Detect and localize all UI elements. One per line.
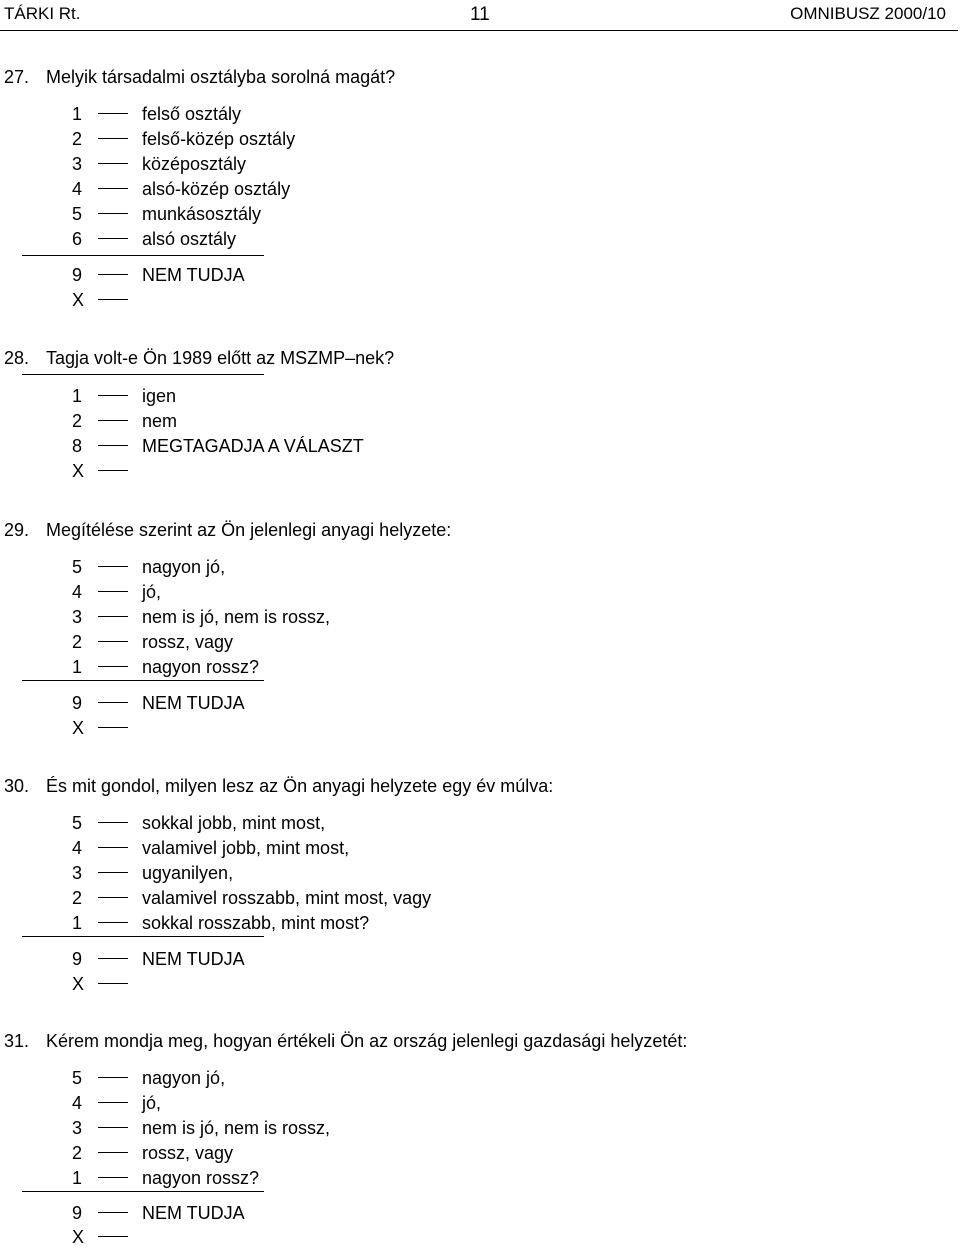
question-text — [4, 67, 395, 88]
answer-label: felső-közép osztály — [142, 129, 296, 149]
dash — [98, 727, 128, 728]
answer-option — [72, 718, 142, 743]
answer-option — [72, 1143, 233, 1168]
answer-code: 9 — [72, 693, 83, 713]
answer-label: nem is jó, nem is rossz, — [142, 1118, 331, 1138]
dash — [98, 702, 128, 703]
answer-option — [72, 557, 225, 582]
answer-option — [72, 949, 245, 974]
header-org: TÁRKI Rt. — [4, 4, 81, 23]
dash — [98, 1127, 128, 1128]
dash — [98, 138, 128, 139]
dash — [98, 238, 128, 239]
answer-label: sokkal rosszabb, mint most? — [142, 913, 370, 933]
answer-label: felső osztály — [142, 104, 242, 124]
answer-label: jó, — [142, 582, 162, 602]
dash — [98, 958, 128, 959]
answer-option — [72, 1203, 245, 1228]
answer-code: 5 — [72, 204, 83, 224]
answer-code: 5 — [72, 1068, 83, 1088]
separator-rule — [22, 374, 264, 375]
separator-rule — [22, 1191, 264, 1192]
answer-label: alsó osztály — [142, 229, 237, 249]
answer-label: igen — [142, 386, 177, 406]
answer-option — [72, 813, 325, 838]
answer-option — [72, 1227, 142, 1252]
answer-code: 4 — [72, 1093, 83, 1113]
question-label: Kérem mondja meg, hogyan értékeli Ön az ország jelenlegi gazdasági helyzetét: — [46, 1031, 688, 1051]
dash — [98, 1152, 128, 1153]
answer-option — [72, 229, 236, 254]
answer-label: nagyon rossz? — [142, 1168, 260, 1188]
dash — [98, 822, 128, 823]
question-label: És mit gondol, milyen lesz az Ön anyagi helyzete egy év múlva: — [46, 776, 554, 796]
answer-code: 2 — [72, 411, 83, 431]
answer-code: 2 — [72, 129, 83, 149]
answer-code: 9 — [72, 1203, 83, 1223]
answer-option — [72, 179, 290, 204]
dash — [98, 213, 128, 214]
answer-option — [72, 693, 245, 718]
answer-code: 4 — [72, 838, 83, 858]
answer-label: NEM TUDJA — [142, 949, 245, 969]
dash — [98, 1236, 128, 1237]
answer-label: valamivel rosszabb, mint most, vagy — [142, 888, 432, 908]
answer-option — [72, 657, 259, 682]
dash — [98, 872, 128, 873]
question-number: 31. — [4, 1031, 30, 1051]
answer-label: nem is jó, nem is rossz, — [142, 607, 331, 627]
dash — [98, 983, 128, 984]
dash — [98, 470, 128, 471]
dash — [98, 163, 128, 164]
dash — [98, 641, 128, 642]
header-survey-id: OMNIBUSZ 2000/10 — [790, 4, 946, 23]
answer-code: 1 — [72, 1168, 83, 1188]
answer-code: 3 — [72, 863, 83, 883]
answer-code: 2 — [72, 632, 83, 652]
dash — [98, 395, 128, 396]
answer-label: NEM TUDJA — [142, 693, 245, 713]
dash — [98, 188, 128, 189]
dash — [98, 1102, 128, 1103]
dash — [98, 445, 128, 446]
answer-code: 4 — [72, 179, 83, 199]
answer-code: 2 — [72, 888, 83, 908]
dash — [98, 897, 128, 898]
answer-option — [72, 582, 161, 607]
separator-rule — [22, 936, 264, 937]
question-label: Megítélése szerint az Ön jelenlegi anyagi helyzete: — [46, 520, 452, 540]
answer-option — [72, 607, 330, 632]
answer-code: 8 — [72, 436, 83, 456]
answer-label: valamivel jobb, mint most, — [142, 838, 350, 858]
question-text — [4, 776, 553, 797]
dash — [98, 922, 128, 923]
answer-code: 5 — [72, 813, 83, 833]
page-header — [0, 0, 960, 34]
dash — [98, 113, 128, 114]
question-number: 30. — [4, 776, 30, 796]
dash — [98, 1177, 128, 1178]
dash — [98, 591, 128, 592]
answer-option — [72, 888, 431, 913]
answer-label: nagyon rossz? — [142, 657, 260, 677]
answer-code: X — [72, 290, 85, 310]
answer-option — [72, 838, 349, 863]
dash — [98, 299, 128, 300]
dash — [98, 666, 128, 667]
question-number: 28. — [4, 348, 30, 368]
answer-code: 1 — [72, 657, 83, 677]
answer-option — [72, 204, 261, 229]
question-label: Melyik társadalmi osztályba sorolná magát? — [46, 67, 396, 87]
answer-code: 1 — [72, 386, 83, 406]
separator-rule — [22, 680, 264, 681]
answer-option — [72, 1118, 330, 1143]
answer-label: NEM TUDJA — [142, 265, 245, 285]
answer-code: X — [72, 718, 85, 738]
answer-label: jó, — [142, 1093, 162, 1113]
answer-label: nagyon jó, — [142, 557, 226, 577]
question-text — [4, 1031, 687, 1052]
answer-option — [72, 436, 364, 461]
answer-option — [72, 913, 369, 938]
answer-option — [72, 265, 245, 290]
question-number: 29. — [4, 520, 30, 540]
question-number: 27. — [4, 67, 30, 87]
answer-label: sokkal jobb, mint most, — [142, 813, 326, 833]
answer-code: X — [72, 461, 85, 481]
answer-option — [72, 1093, 161, 1118]
answer-code: 5 — [72, 557, 83, 577]
answer-option — [72, 863, 233, 888]
question-text — [4, 520, 451, 541]
answer-label: rossz, vagy — [142, 1143, 234, 1163]
answer-option — [72, 290, 142, 315]
answer-label: nem — [142, 411, 178, 431]
answer-code: 4 — [72, 582, 83, 602]
answer-code: 9 — [72, 949, 83, 969]
dash — [98, 566, 128, 567]
question-label: Tagja volt-e Ön 1989 előtt az MSZMP–nek? — [46, 348, 395, 368]
page-number: 11 — [470, 4, 490, 25]
answer-code: 3 — [72, 1118, 83, 1138]
dash — [98, 1077, 128, 1078]
answer-label: ugyanilyen, — [142, 863, 234, 883]
question-text — [4, 348, 394, 369]
header-rule — [0, 30, 958, 31]
answer-code: X — [72, 974, 85, 994]
answer-code: 1 — [72, 913, 83, 933]
answer-label: rossz, vagy — [142, 632, 234, 652]
answer-label: MEGTAGADJA A VÁLASZT — [142, 436, 364, 456]
answer-option — [72, 129, 295, 154]
answer-code: 2 — [72, 1143, 83, 1163]
answer-label: NEM TUDJA — [142, 1203, 245, 1223]
answer-label: középosztály — [142, 154, 247, 174]
answer-option — [72, 1068, 225, 1093]
dash — [98, 616, 128, 617]
dash — [98, 274, 128, 275]
answer-option — [72, 461, 142, 486]
answer-option — [72, 411, 177, 436]
answer-label: munkásosztály — [142, 204, 262, 224]
dash — [98, 847, 128, 848]
answer-label: alsó-közép osztály — [142, 179, 291, 199]
answer-option — [72, 104, 241, 129]
answer-option — [72, 974, 142, 999]
answer-code: 6 — [72, 229, 83, 249]
answer-option — [72, 632, 233, 657]
answer-code: 1 — [72, 104, 83, 124]
separator-rule — [22, 255, 264, 256]
answer-option — [72, 1168, 259, 1193]
answer-code: X — [72, 1227, 85, 1247]
dash — [98, 420, 128, 421]
answer-option — [72, 154, 246, 179]
answer-code: 3 — [72, 607, 83, 627]
answer-label: nagyon jó, — [142, 1068, 226, 1088]
answer-code: 3 — [72, 154, 83, 174]
answer-option — [72, 386, 176, 411]
dash — [98, 1212, 128, 1213]
answer-code: 9 — [72, 265, 83, 285]
